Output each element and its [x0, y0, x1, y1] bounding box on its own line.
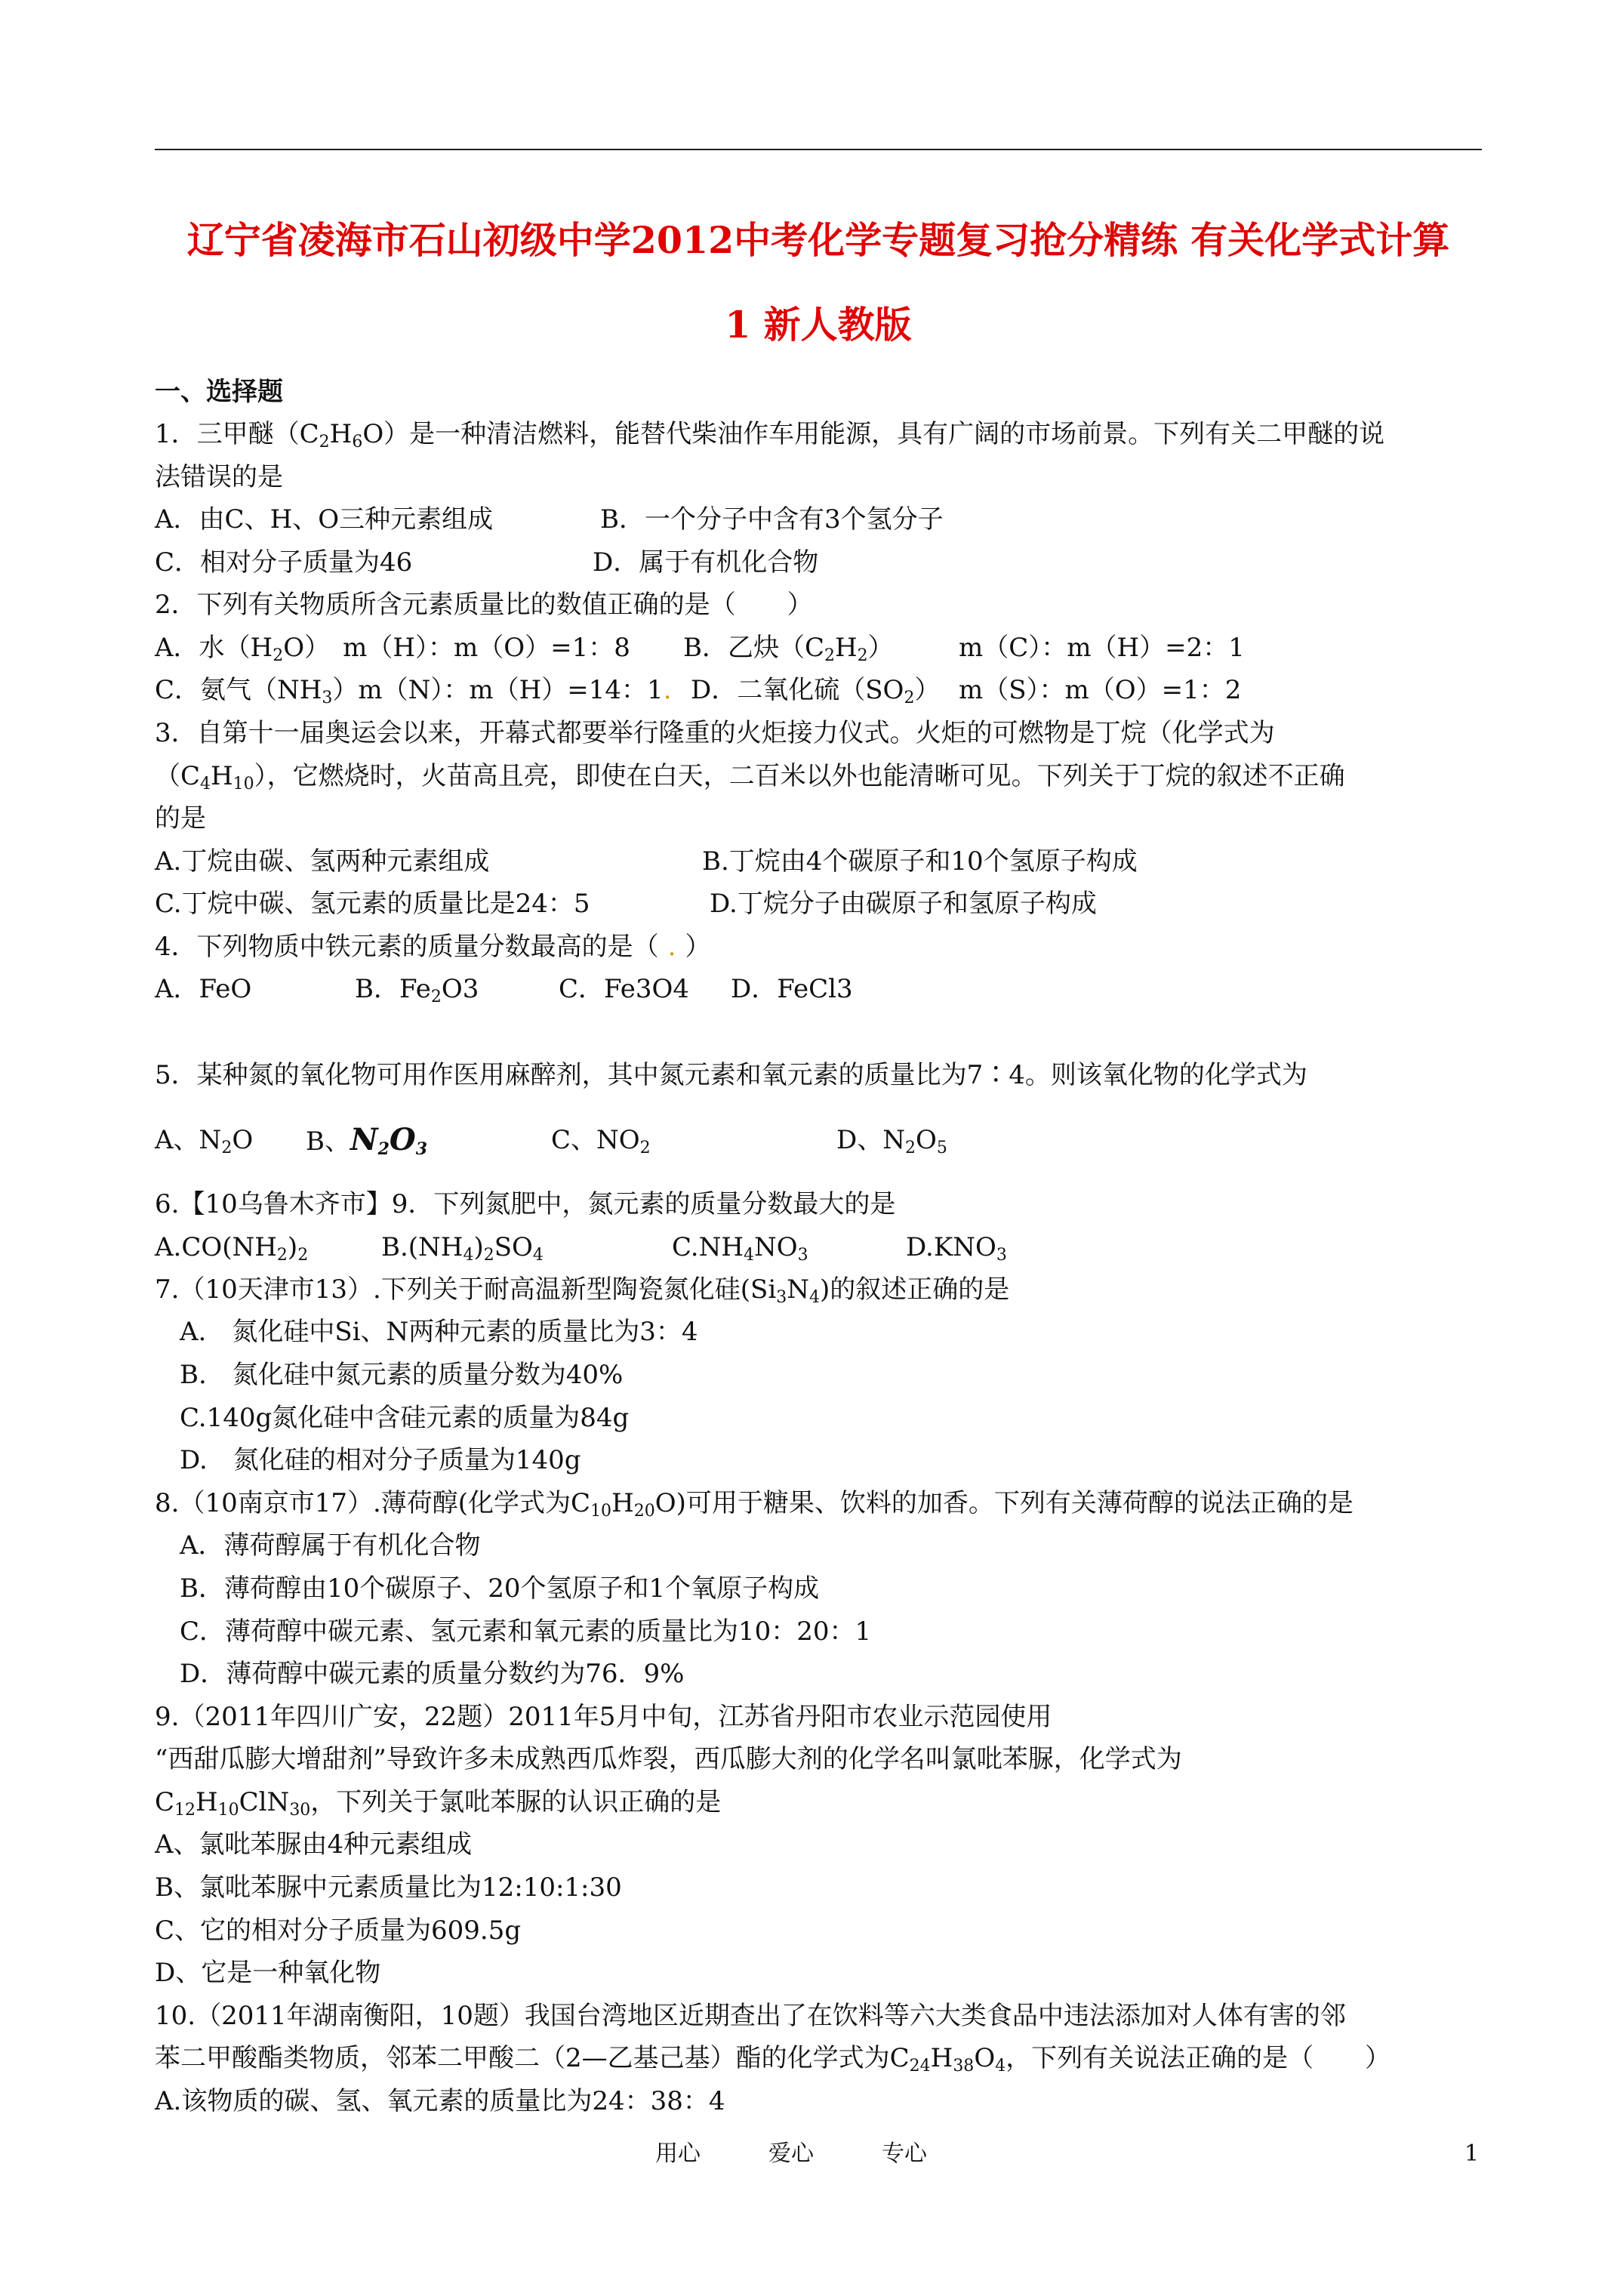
q2-option-c: C．氨气$(NH_3)m(N)$：m（H）=14：1.: [155, 675, 672, 707]
q9-option-c: C、它的相对分子质量为609.5g: [155, 1915, 522, 1946]
q9-stem-line3: $C_{12}H_{10}ClN_{30}$，下列关于氯吡苯脲的认识正确的是: [155, 1787, 722, 1820]
q3-stem-line2: $(C_4H_{10})$，它燃烧时，火苗高且亮，即使在白天，二百米以外也能清晰可见。下列关于丁烷的叙述不正确: [155, 761, 1345, 794]
doc-title-line2: 1 新人教版: [725, 303, 912, 347]
q2-option-b-ratio: m（C）：m（H）=2：1: [959, 633, 1245, 663]
q9-option-d: D、它是一种氧化物: [155, 1958, 381, 1988]
q3-stem-line3: 的是: [155, 803, 206, 834]
q2-stem: 2．下列有关物质所含元素质量比的数值正确的是（ ）: [155, 590, 813, 620]
q5-option-c: C、$NO_2$: [551, 1125, 651, 1157]
q8-option-d: D．薄荷醇中碳元素的质量分数约为76．9%: [180, 1659, 685, 1689]
q1-stem-line2: 法错误的是: [155, 462, 283, 492]
footer-word-1: 用心: [655, 2140, 701, 2167]
q5-option-d: D、$N_2O_5$: [836, 1125, 947, 1157]
q1-stem-line1: 1．三甲醚$(C_2H_6O)$是一种清洁燃料，能替代柴油作车用能源，具有广阔的市场前景。下列有关二甲醚的说: [155, 419, 1385, 451]
header-rule: [155, 149, 1482, 150]
q3-option-c: C.丁烷中碳、氢元素的质量比是24：5: [155, 889, 590, 919]
q1-option-d: D．属于有机化合物: [593, 547, 819, 578]
q9-option-b: B、氯吡苯脲中元素质量比为12:10:1:30: [155, 1872, 622, 1903]
q9-option-a: A、氯吡苯脲由4种元素组成: [155, 1829, 473, 1860]
q6-option-b: $B.(NH_4)_2SO_4$: [381, 1232, 544, 1265]
q9-stem-line1: 9.（2011年四川广安，22题）2011年5月中旬，江苏省丹阳市农业示范园使用: [155, 1702, 1052, 1732]
q4-option-b: B．$Fe_2O3$: [355, 974, 479, 1006]
q4-stem: 4．下列物质中铁元素的质量分数最高的是（ . ）: [155, 932, 711, 962]
section-heading: 一、选择题: [155, 377, 283, 407]
q7-option-b: B. 氮化硅中氮元素的质量分数为40%: [180, 1360, 624, 1390]
q10-option-a: A.该物质的碳、氢、氧元素的质量比为24：38：4: [155, 2086, 725, 2116]
q8-stem: 8.（10南京市17）.薄荷醇(化学式为$C_{10}H_{20}O$)可用于糖果、饮料的加香。下列有关薄荷醇的说法正确的是: [155, 1488, 1354, 1521]
q6-option-d: $D.KNO_3$: [906, 1232, 1007, 1265]
q2-option-a: A．水$(H_2O)$ m（H）：m（O）=1：8: [155, 633, 630, 665]
q5-option-a: A、$N_2O$: [155, 1125, 254, 1157]
q1-option-c: C．相对分子质量为46: [155, 547, 413, 578]
q2-option-d-ratio: m（S）：m（O）=1：2: [959, 675, 1242, 705]
q3-stem-line1: 3．自第十一届奥运会以来，开幕式都要举行隆重的火炬接力仪式。火炬的可燃物是丁烷（化学式为: [155, 718, 1275, 748]
q6-option-c: $C.NH_4NO_3$: [672, 1232, 808, 1265]
q10-stem-line1: 10.（2011年湖南衡阳，10题）我国台湾地区近期查出了在饮料等六大类食品中违法添加对人体有害的邻: [155, 2001, 1346, 2031]
footer-word-2: 爱心: [768, 2140, 814, 2167]
q6-stem: 6.【10乌鲁木齐市】9．下列氮肥中，氮元素的质量分数最大的是: [155, 1189, 896, 1219]
q3-option-d: D.丁烷分子由碳原子和氢原子构成: [710, 889, 1097, 919]
q1-option-a: A．由C、H、O三种元素组成: [155, 504, 494, 535]
q9-stem-line2: “西甜瓜膨大增甜剂”导致许多未成熟西瓜炸裂，西瓜膨大剂的化学名叫氯吡苯脲，化学式为: [155, 1744, 1182, 1774]
q7-option-a: A. 氮化硅中Si、N两种元素的质量比为3：4: [180, 1317, 698, 1347]
q3-option-a: A.丁烷由碳、氢两种元素组成: [155, 846, 490, 877]
q8-option-c: C．薄荷醇中碳元素、氢元素和氧元素的质量比为10：20：1: [180, 1616, 872, 1647]
q8-option-a: A．薄荷醇属于有机化合物: [180, 1530, 481, 1561]
q4-option-c: C．Fe3O4: [559, 974, 690, 1004]
q7-option-c: C.140g氮化硅中含硅元素的质量为84g: [180, 1403, 630, 1433]
q3-option-b: B.丁烷由4个碳原子和10个氢原子构成: [702, 846, 1138, 877]
q2-option-b: B．乙炔$(C_2H_2)$: [683, 633, 894, 665]
q2-option-d: D．二氧化硫$(SO_2)$: [691, 675, 941, 707]
q10-stem-line2: 苯二甲酸酯类物质，邻苯二甲酸二（2—乙基己基）酯的化学式为$C_{24}H_{38}O_4$，下列有关说法正确的是（ ）: [155, 2043, 1391, 2076]
page-number: 1: [1464, 2140, 1480, 2167]
q5-stem: 5．某种氮的氧化物可用作医用麻醉剂，其中氮元素和氧元素的质量比为7∶4。则该氧化物的化学式为: [155, 1060, 1307, 1090]
q8-option-b: B．薄荷醇由10个碳原子、20个氢原子和1个氧原子构成: [180, 1573, 820, 1604]
q4-option-a: A．FeO: [155, 974, 252, 1004]
q7-option-d: D. 氮化硅的相对分子质量为140g: [180, 1445, 581, 1475]
q1-option-b: B．一个分子中含有3个氢分子: [600, 504, 944, 535]
q7-stem: 7.（10天津市13）.下列关于耐高温新型陶瓷氮化硅$(Si_3N_4)$的叙述正确的是: [155, 1274, 1010, 1307]
doc-title-line1: 辽宁省凌海市石山初级中学2012中考化学专题复习抢分精练 有关化学式计算: [186, 218, 1450, 262]
q4-option-d: D．FeCl3: [731, 974, 853, 1004]
q6-option-a: $A.CO(NH_2)_2$: [155, 1232, 309, 1265]
q5-option-b: B、$N_2O_3$: [306, 1122, 428, 1159]
footer-word-3: 专心: [882, 2140, 927, 2167]
